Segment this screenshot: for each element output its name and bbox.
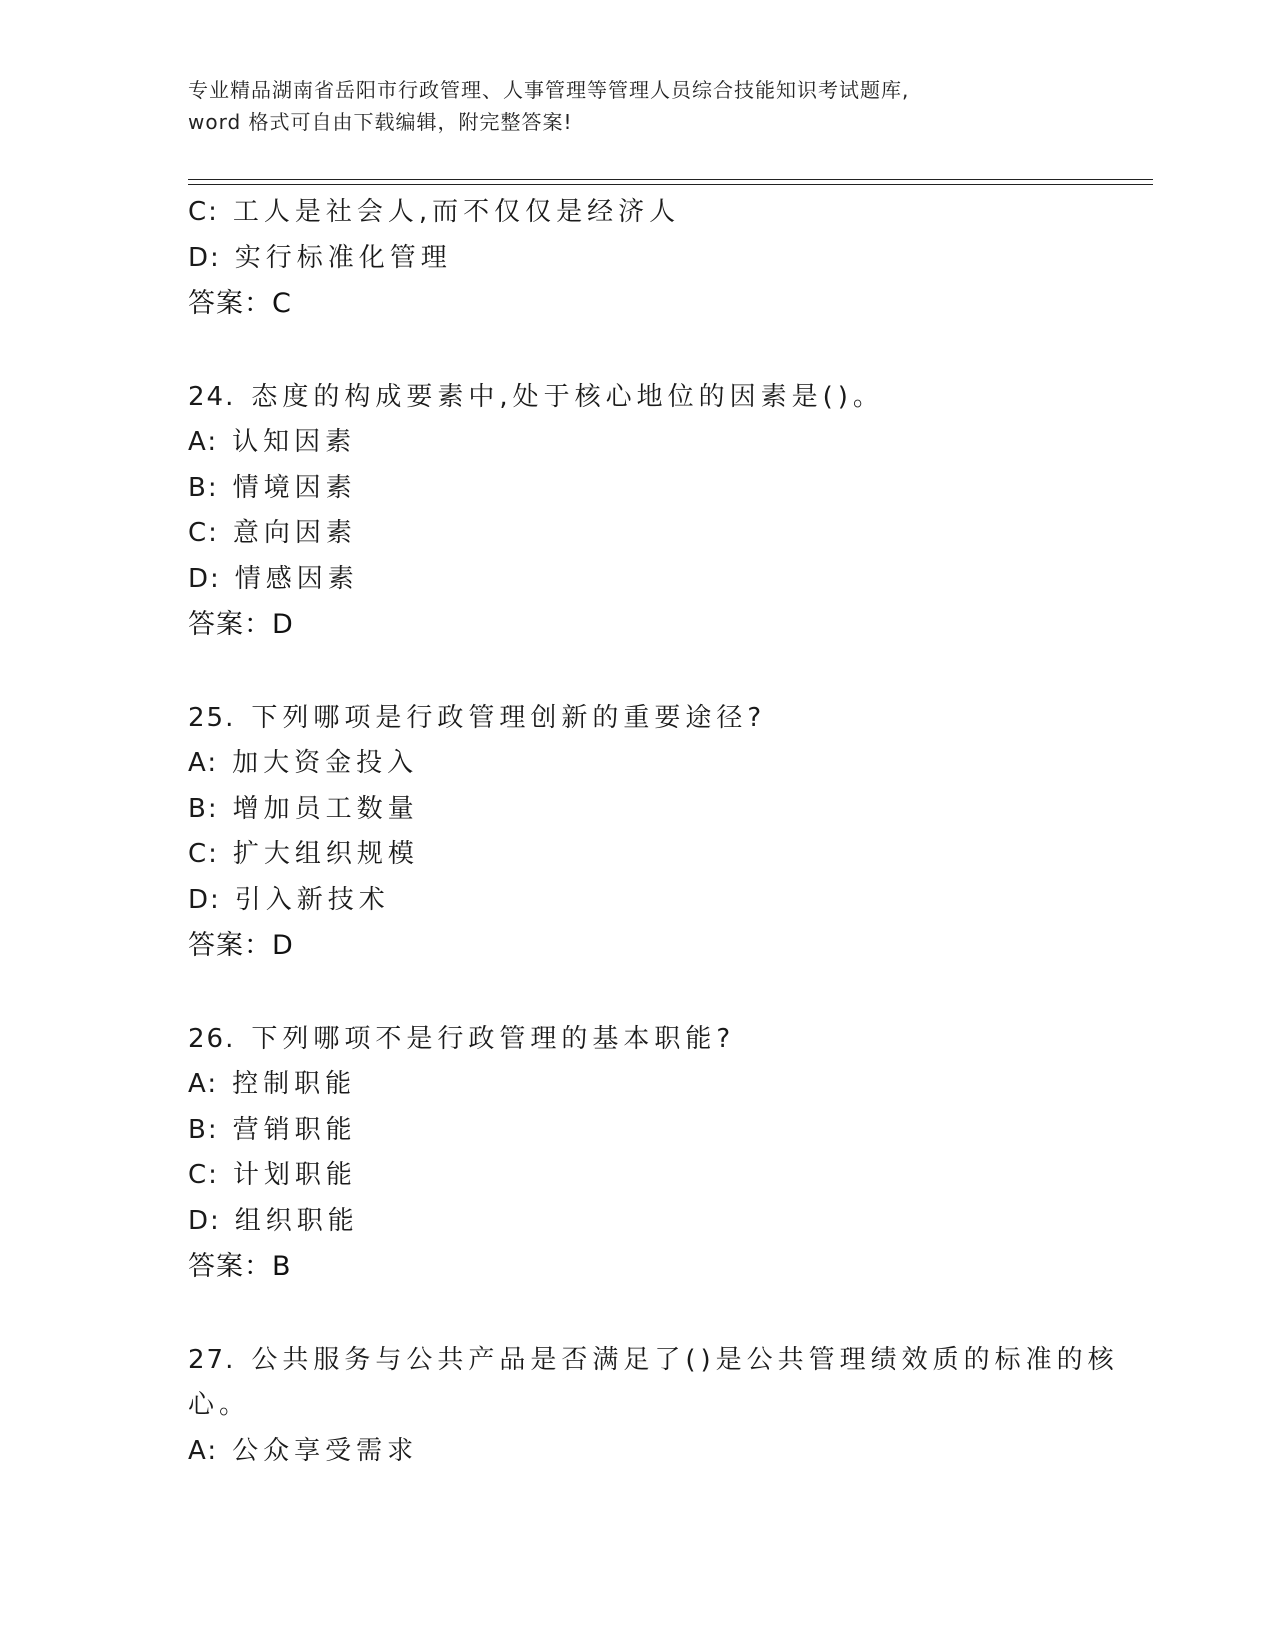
question-27 (188, 1338, 1119, 1475)
option-c (188, 1153, 1088, 1199)
spacer (188, 327, 1088, 375)
question-text: 下列哪项不是行政管理的基本职能? (251, 1023, 736, 1054)
header-title-line-1: 专业精品湖南省岳阳市行政管理、人事管理等管理人员综合技能知识考试题库, (188, 78, 910, 102)
option-b (188, 1108, 1088, 1154)
option-letter: D: (188, 1205, 221, 1236)
option-a (188, 420, 1088, 466)
question-stem (188, 375, 1088, 421)
option-c (188, 511, 1088, 557)
question-number: 26. (188, 1023, 236, 1054)
option-text: 情境因素 (232, 472, 357, 503)
option-b (188, 787, 1088, 833)
option-text: 扩大组织规模 (232, 839, 419, 869)
answer-line: 答案：B (188, 1251, 292, 1282)
spacer (188, 969, 1088, 1017)
option-d (188, 878, 1088, 924)
option-b (188, 466, 1088, 512)
option-d (188, 1199, 1088, 1245)
option-text: 意向因素 (232, 518, 357, 548)
question-25 (188, 696, 1088, 969)
option-letter: D: (188, 884, 221, 915)
question-text: 态度的构成要素中,处于核心地位的因素是()。 (251, 381, 884, 412)
option-letter: B: (188, 1114, 219, 1145)
question-stem (188, 696, 1088, 742)
question-number: 25. (188, 702, 236, 733)
option-letter: C: (188, 1160, 219, 1190)
header-divider-top (188, 179, 1153, 180)
option-text: 增加员工数量 (232, 793, 419, 824)
option-letter: C: (188, 839, 219, 869)
question-text: 公共服务与公共产品是否满足了()是公共管理绩效质的标准的核 (251, 1344, 1119, 1375)
option-d (188, 557, 1088, 603)
option-letter: D: (188, 563, 221, 594)
option-text: 计划职能 (232, 1160, 357, 1190)
question-stem-continued: 心。 (188, 1390, 251, 1420)
option-text: 组织职能 (234, 1205, 359, 1236)
question-stem (188, 1338, 1119, 1384)
question-list (188, 190, 1119, 1474)
option-letter: B: (188, 793, 219, 824)
option-letter: C: (188, 197, 219, 227)
option-c (188, 832, 1088, 878)
option-letter: A: (188, 427, 219, 457)
question-number: 24. (188, 381, 236, 412)
answer-line: 答案：D (188, 609, 294, 640)
answer-line: 答案：C (188, 288, 292, 319)
option-a (188, 1062, 1088, 1108)
spacer (188, 648, 1088, 696)
question-stem (188, 1017, 1088, 1063)
option-letter: A: (188, 748, 219, 778)
question-text: 下列哪项是行政管理创新的重要途径? (251, 702, 767, 733)
option-a (188, 1429, 1088, 1475)
option-text: 实行标准化管理 (234, 242, 452, 273)
document-header (188, 74, 1088, 138)
option-letter: A: (188, 1435, 219, 1466)
option-text: 工人是社会人,而不仅仅是经济人 (232, 197, 681, 227)
option-text: 加大资金投入 (232, 748, 419, 778)
header-divider-bottom (188, 184, 1153, 185)
question-24 (188, 375, 1088, 648)
question-26 (188, 1017, 1088, 1290)
option-d (188, 236, 1088, 282)
answer-line: 答案：D (188, 930, 294, 961)
option-text: 营销职能 (232, 1114, 357, 1145)
option-a (188, 741, 1088, 787)
option-text: 引入新技术 (234, 884, 390, 915)
option-letter: C: (188, 518, 219, 548)
option-letter: D: (188, 242, 221, 273)
header-title-line-2: word 格式可自由下载编辑，附完整答案! (188, 110, 573, 134)
option-letter: B: (188, 472, 219, 503)
option-text: 公众享受需求 (232, 1435, 419, 1466)
option-text: 控制职能 (232, 1069, 357, 1099)
option-letter: A: (188, 1069, 219, 1099)
option-text: 认知因素 (232, 427, 357, 457)
spacer (188, 1290, 1088, 1338)
question-number: 27. (188, 1344, 236, 1375)
question-23-tail (188, 190, 1088, 327)
option-text: 情感因素 (234, 563, 359, 594)
option-c (188, 190, 1088, 236)
